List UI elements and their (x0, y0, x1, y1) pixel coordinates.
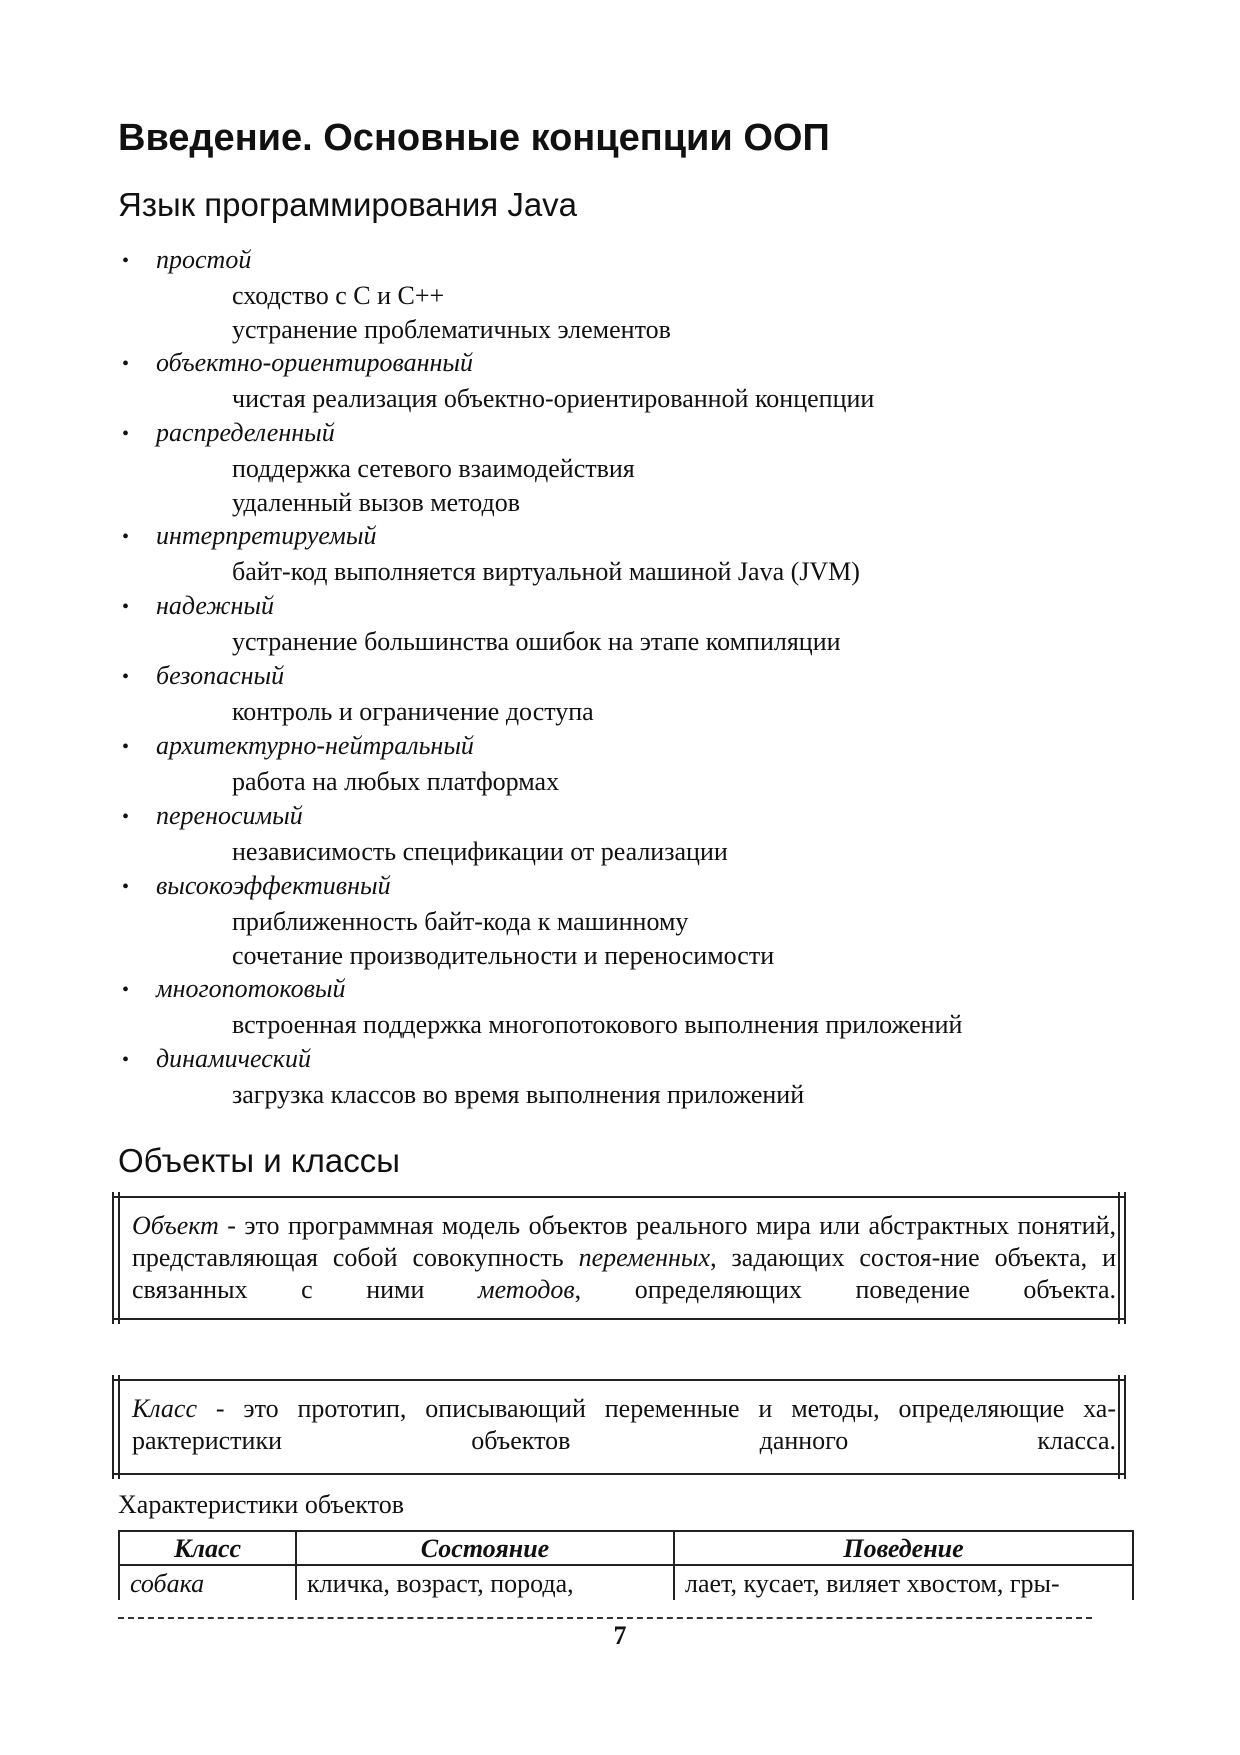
page-heading: Введение. Основные концепции ООП (118, 117, 830, 159)
feature-detail: сходство с C и C++ (232, 281, 445, 310)
feature-detail: удаленный вызов методов (232, 488, 520, 517)
table-caption: Характеристики объектов (118, 1490, 404, 1519)
class-definition-text (112, 1381, 1126, 1489)
feature-detail: контроль и ограничение доступа (232, 697, 594, 726)
header-state: Состояние (296, 1531, 674, 1565)
bullet-icon: • (122, 1049, 130, 1071)
page-number: 7 (613, 1621, 627, 1650)
definition-text-part: - это прототип, описывающий переменные и методы, определяющие ха-рактеристики объектов данного класса. (132, 1394, 1116, 1455)
feature-item (118, 799, 1118, 832)
definition-text-part: - это программная модель объектов реального мира или абстрактных понятий, представляющая собой совокупность (132, 1211, 1116, 1272)
definition-term: Объект (132, 1211, 219, 1240)
feature-item (118, 729, 1118, 762)
bullet-icon: • (122, 526, 130, 548)
bullet-icon: • (122, 250, 130, 272)
definition-text-part: , определяющих поведение объекта. (574, 1275, 1117, 1304)
definition-emphasis: методов (478, 1275, 575, 1304)
feature-detail: независимость спецификации от реализации (232, 837, 728, 866)
bullet-icon: • (122, 736, 130, 758)
cell-behavior: лает, кусает, виляет хвостом, гры- (674, 1565, 1133, 1600)
definition-text-part: , задающих состоя-ние объекта, и связанных с ними (132, 1243, 1117, 1304)
feature-detail: встроенная поддержка многопотокового выполнения приложений (232, 1010, 963, 1039)
bullet-icon: • (122, 806, 130, 828)
feature-term: объектно-ориентированный (156, 348, 474, 377)
feature-term: интерпретируемый (156, 521, 377, 550)
table-row (119, 1565, 1133, 1600)
feature-detail: байт-код выполняется виртуальной машиной Java (JVM) (232, 557, 860, 586)
table-header-row (119, 1531, 1133, 1565)
feature-item (118, 519, 1118, 552)
feature-item (118, 416, 1118, 449)
feature-detail: устранение большинства ошибок на этапе компиляции (232, 627, 841, 656)
footer-rule (118, 1617, 1092, 1619)
feature-detail: сочетание производительности и переносимости (232, 941, 775, 970)
feature-term: простой (156, 245, 252, 274)
feature-detail: загрузка классов во время выполнения приложений (232, 1080, 805, 1109)
feature-term: надежный (156, 591, 274, 620)
definition-emphasis: переменных (578, 1243, 711, 1272)
characteristics-table (118, 1530, 1134, 1600)
bullet-icon: • (122, 666, 130, 688)
object-definition-text (112, 1198, 1126, 1338)
feature-term: безопасный (156, 661, 285, 690)
section-title-objects: Объекты и классы (118, 1142, 400, 1179)
bullet-icon: • (122, 423, 130, 445)
cell-class: собака (119, 1565, 296, 1600)
feature-detail: работа на любых платформах (232, 767, 560, 796)
header-class: Класс (119, 1531, 296, 1565)
feature-term: высокоэффективный (156, 871, 391, 900)
feature-list (118, 243, 1118, 1112)
class-definition-box (112, 1379, 1126, 1475)
bullet-icon: • (122, 876, 130, 898)
feature-detail: устранение проблематичных элементов (232, 315, 671, 344)
feature-item (118, 1042, 1118, 1075)
feature-item (118, 589, 1118, 622)
bullet-icon: • (122, 596, 130, 618)
feature-detail: чистая реализация объектно-ориентированной концепции (232, 384, 875, 413)
feature-term: переносимый (156, 801, 303, 830)
feature-item (118, 659, 1118, 692)
cell-state: кличка, возраст, порода, (296, 1565, 674, 1600)
header-behavior: Поведение (674, 1531, 1133, 1565)
bullet-icon: • (122, 979, 130, 1001)
feature-term: распределенный (156, 418, 335, 447)
feature-item (118, 869, 1118, 902)
bullet-icon: • (122, 353, 130, 375)
definition-term: Класс (132, 1394, 197, 1423)
object-definition-box (112, 1196, 1126, 1320)
feature-item (118, 346, 1118, 379)
feature-term: динамический (156, 1044, 311, 1073)
feature-detail: приближенность байт-кода к машинному (232, 907, 689, 936)
section-title-java: Язык программирования Java (118, 186, 578, 223)
feature-term: многопотоковый (156, 974, 346, 1003)
feature-detail: поддержка сетевого взаимодействия (232, 454, 635, 483)
feature-term: архитектурно-нейтральный (156, 731, 474, 760)
feature-item (118, 972, 1118, 1005)
feature-item (118, 243, 1118, 276)
